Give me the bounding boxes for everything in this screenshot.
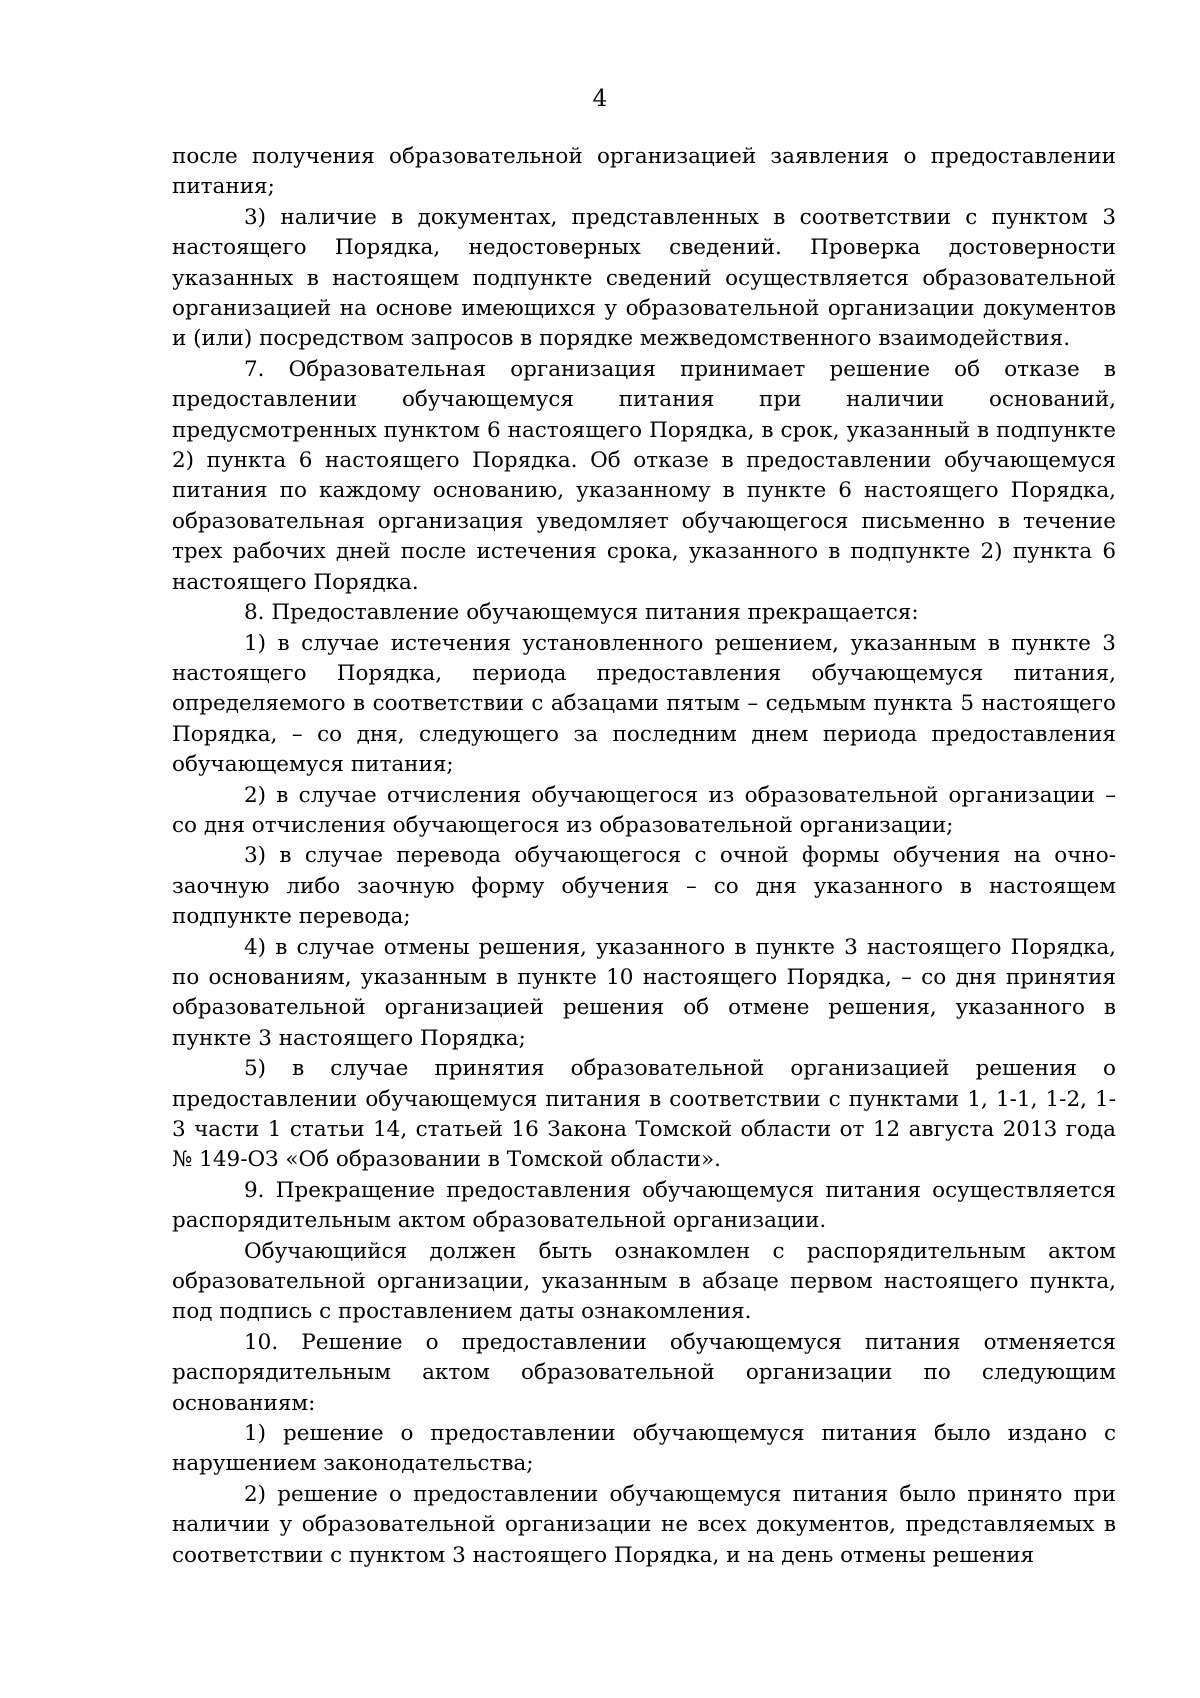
paragraph: 3) наличие в документах, представленных в соответствии с пунктом 3 настоящего Порядка, недостоверных сведений. Проверка достоверности указанных в настоящем подпункте сведений осуществляется образовательной организацией на основе имеющихся у образовательной организации документов и (или) посредством запросов в порядке межведомственного взаимодействия. (172, 204, 1116, 352)
paragraph: 8. Предоставление обучающемуся питания прекращается: (244, 600, 919, 626)
paragraph: 1) решение о предоставлении обучающемуся питания было издано с нарушением законодательства; (172, 1421, 1116, 1477)
paragraph: 4) в случае отмены решения, указанного в пункте 3 настоящего Порядка, по основаниям, указанным в пункте 10 настоящего Порядка, – со дня принятия образовательной организацией решения об отмене решения, указанного в пункте 3 настоящего Порядка; (172, 934, 1116, 1051)
body-text (172, 142, 1116, 1571)
paragraph: 3) в случае перевода обучающегося с очной формы обучения на очно-заочную либо заочную форму обучения – со дня указанного в настоящем подпункте перевода; (172, 843, 1116, 930)
paragraph: Обучающийся должен быть ознакомлен с распорядительным актом образовательной организации, указанным в абзаце первом настоящего пункта, под подпись с проставлением даты ознакомления. (172, 1238, 1116, 1325)
paragraph: 2) решение о предоставлении обучающемуся питания было принято при наличии у образовательной организации не всех документов, представляемых в соответствии с пунктом 3 настоящего Порядка, и на день отмены решения (172, 1481, 1116, 1568)
paragraph: 5) в случае принятия образовательной организацией решения о предоставлении обучающемуся питания в соответствии с пунктами 1, 1-1, 1-2, 1-3 части 1 статьи 14, статьей 16 Закона Томской области от 12 августа 2013 года № 149-ОЗ «Об образовании в Томской области». (172, 1056, 1116, 1173)
paragraph: 10. Решение о предоставлении обучающемуся питания отменяется распорядительным актом образовательной организации по следующим основаниям: (172, 1329, 1116, 1416)
paragraph: 1) в случае истечения установленного решением, указанным в пункте 3 настоящего Порядка, периода предоставления обучающемуся питания, определяемого в соответствии с абзацами пятым – седьмым пункта 5 настоящего Порядка, – со дня, следующего за последним днем периода предоставления обучающемуся питания; (172, 630, 1116, 778)
paragraph: 2) в случае отчисления обучающегося из образовательной организации – со дня отчисления обучающегося из образовательной организации; (172, 782, 1116, 838)
paragraph: после получения образовательной организацией заявления о предоставлении питания; (172, 144, 1116, 200)
paragraph: 9. Прекращение предоставления обучающемуся питания осуществляется распорядительным актом образовательной организации. (172, 1177, 1116, 1234)
paragraph: 7. Образовательная организация принимает решение об отказе в предоставлении обучающемуся питания при наличии оснований, предусмотренных пунктом 6 настоящего Порядка, в срок, указанный в подпункте 2) пункта 6 настоящего Порядка. Об отказе в предоставлении обучающемуся питания по каждому основанию, указанному в пункте 6 настоящего Порядка, образовательная организация уведомляет обучающегося письменно в течение трех рабочих дней после истечения срока, указанного в подпункте 2) пункта 6 настоящего Порядка. (172, 356, 1116, 595)
page-number: 4 (592, 86, 608, 112)
